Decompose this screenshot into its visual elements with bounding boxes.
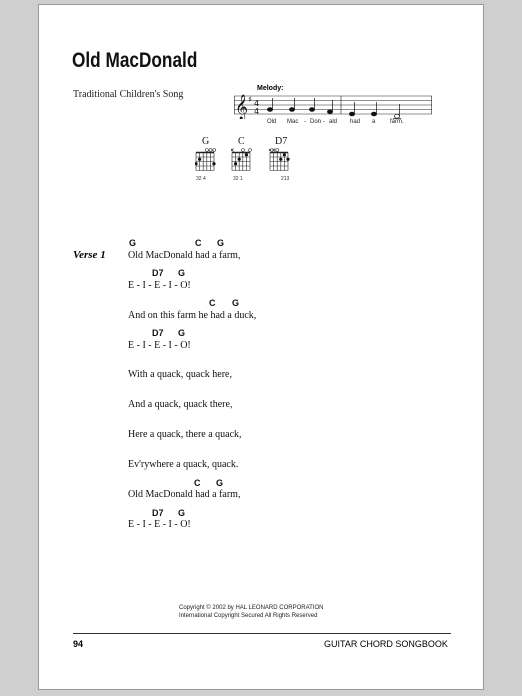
lyric-line: And on this farm he had a duck, <box>128 310 257 321</box>
song-title: Old MacDonald <box>72 49 198 72</box>
sheet-music-page <box>38 4 484 690</box>
melody-lyric: - <box>323 119 325 125</box>
melody-lyric: ald <box>329 119 338 125</box>
melody-staff <box>234 93 434 119</box>
lyric-line: E - I - E - I - O! <box>128 280 191 291</box>
song-subtitle: Traditional Children's Song <box>73 89 184 100</box>
chord-diagram-g <box>195 148 219 174</box>
melody-lyric: Mac <box>287 119 299 125</box>
chord-diagram-d7 <box>269 148 293 174</box>
chord-diagram-name-g: G <box>202 136 210 147</box>
melody-lyric: a <box>372 119 376 125</box>
chord-symbol: G <box>178 508 186 518</box>
lyric-line: Here a quack, there a quack, <box>128 429 242 440</box>
chord-symbol: C <box>209 298 216 308</box>
melody-lyric: - <box>304 119 306 125</box>
treble-clef-icon: 𝄞 <box>235 95 249 119</box>
chord-diagram-c <box>231 148 255 174</box>
chord-symbol: G <box>129 238 137 248</box>
melody-lyric: had <box>350 119 361 125</box>
lyric-line: With a quack, quack here, <box>128 369 232 380</box>
lyric-line: Old MacDonald had a farm, <box>128 489 241 500</box>
lyric-line: E - I - E - I - O! <box>128 519 191 530</box>
chord-fingering-g: 32 4 <box>196 176 206 182</box>
chord-symbol: G <box>232 298 240 308</box>
sharp-icon: ♯ <box>248 95 252 104</box>
chord-fingering-d7: 213 <box>281 176 290 182</box>
melody-lyric: farm. <box>390 119 404 125</box>
svg-text:4: 4 <box>254 107 260 116</box>
chord-symbol: C <box>195 238 202 248</box>
book-title: GUITAR CHORD SONGBOOK <box>324 639 448 649</box>
copyright-rights: International Copyright Secured All Rights Reserved <box>179 613 318 619</box>
chord-diagram-name-c: C <box>238 136 245 147</box>
chord-symbol: C <box>194 478 201 488</box>
lyric-line: And a quack, quack there, <box>128 399 233 410</box>
lyric-line: E - I - E - I - O! <box>128 340 191 351</box>
melody-lyric: Don <box>310 119 322 125</box>
melody-label: Melody: <box>257 85 284 92</box>
lyric-line: Old MacDonald had a farm, <box>128 250 241 261</box>
chord-symbol: D7 <box>152 508 164 518</box>
chord-symbol: D7 <box>152 268 164 278</box>
chord-symbol: G <box>216 478 224 488</box>
chord-symbol: G <box>217 238 225 248</box>
lyric-line: Ev'rywhere a quack, quack. <box>128 459 239 470</box>
melody-lyric: Old <box>267 119 277 125</box>
footer-divider <box>73 633 451 634</box>
chord-symbol: G <box>178 328 186 338</box>
chord-fingering-c: 32 1 <box>233 176 243 182</box>
chord-diagram-name-d7: D7 <box>275 136 288 147</box>
copyright-line: Copyright © 2002 by HAL LEONARD CORPORATION <box>179 605 324 611</box>
chord-symbol: G <box>178 268 186 278</box>
verse-label: Verse 1 <box>73 249 106 261</box>
page-number: 94 <box>73 639 84 649</box>
chord-symbol: D7 <box>152 328 164 338</box>
svg-text:4: 4 <box>254 99 260 108</box>
